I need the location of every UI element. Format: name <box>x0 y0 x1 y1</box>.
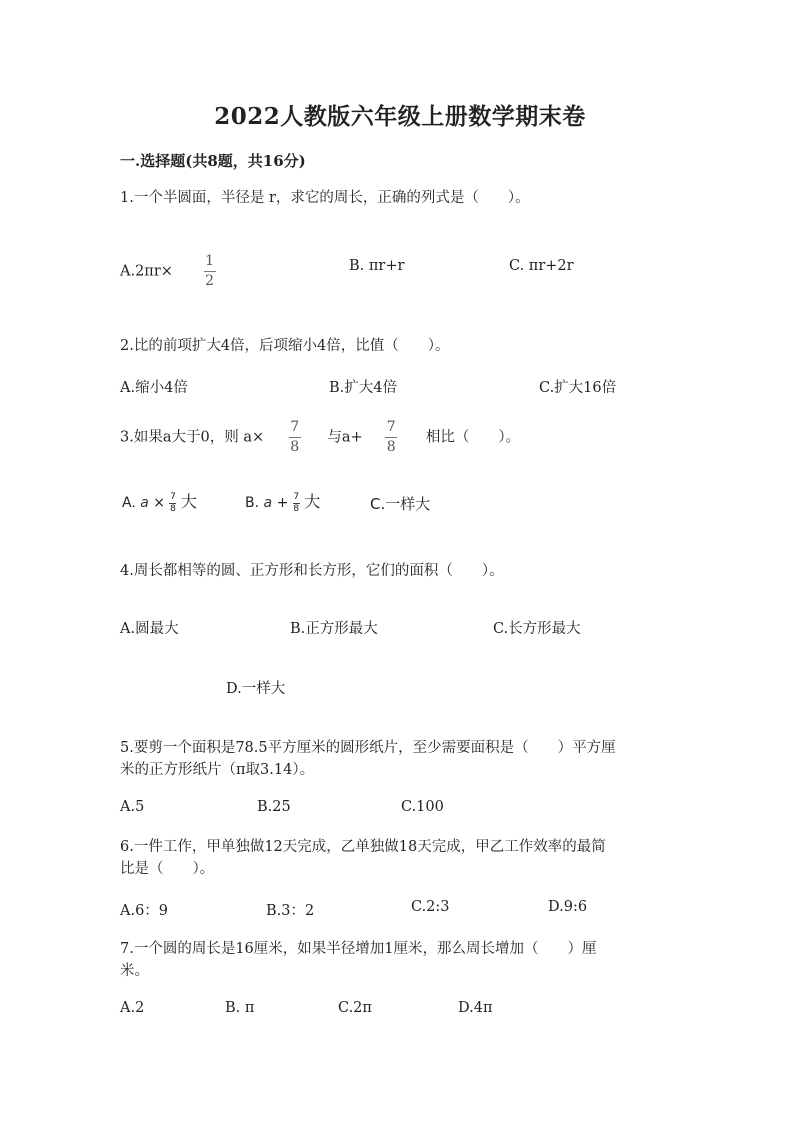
fraction-numerator: 7 <box>386 419 396 435</box>
question-7-line-2: 米。 <box>120 963 149 979</box>
q1-option-a-fraction <box>204 254 216 289</box>
q3-option-b[interactable] <box>245 489 320 514</box>
q3-option-b-operator: + <box>276 495 289 511</box>
fraction-numerator: 7 <box>293 491 300 502</box>
q3-fraction-1 <box>289 420 301 455</box>
question-6-line-2: 比是（ ）。 <box>120 861 215 877</box>
q3-option-a-operator: × <box>153 495 166 511</box>
q3-option-a-variable: a <box>140 495 149 511</box>
q3-fraction-2 <box>385 420 397 455</box>
q3-option-b-label: B. <box>245 495 260 511</box>
question-5-line-2: 米的正方形纸片（π取3.14）。 <box>120 762 315 778</box>
q1-option-a-prefix: A.2πr× <box>120 263 173 280</box>
q3-option-c[interactable]: C.一样大 <box>370 495 431 513</box>
section-heading: 一.选择题(共8题，共16分) <box>120 152 306 170</box>
q2-option-c[interactable]: C.扩大16倍 <box>539 380 617 396</box>
q3-option-a-fraction <box>169 493 176 514</box>
question-2-text: 2.比的前项扩大4倍，后项缩小4倍，比值（ ）。 <box>120 338 450 354</box>
q3-option-a-label: A. <box>122 495 136 511</box>
q1-option-a[interactable] <box>120 254 216 289</box>
fraction-denominator: 8 <box>170 503 176 514</box>
q3-option-b-fraction <box>293 493 300 514</box>
q3-option-a-word: 大 <box>180 492 197 511</box>
fraction-denominator: 8 <box>290 439 300 455</box>
question-5-line-1: 5.要剪一个面积是78.5平方厘米的圆形纸片，至少需要面积是（ ）平方厘 <box>120 740 616 756</box>
q7-option-d[interactable]: D.4π <box>458 1000 493 1016</box>
q7-option-a[interactable]: A.2 <box>120 1000 145 1016</box>
q6-option-b[interactable]: B.3：2 <box>266 903 315 919</box>
fraction-denominator: 2 <box>205 273 214 289</box>
q6-option-a[interactable]: A.6：9 <box>120 903 169 919</box>
q3-option-a[interactable] <box>122 489 197 514</box>
q1-option-c[interactable]: C. πr+2r <box>509 258 574 274</box>
question-3-text <box>120 420 520 455</box>
q4-option-c[interactable]: C.长方形最大 <box>493 621 581 637</box>
q2-option-a[interactable]: A.缩小4倍 <box>120 380 188 396</box>
fraction-numerator: 7 <box>290 419 300 435</box>
q3-text-part2: 与a+ <box>327 429 363 446</box>
question-4-text: 4.周长都相等的圆、正方形和长方形，它们的面积（ ）。 <box>120 563 504 579</box>
page-title: 2022人教版六年级上册数学期末卷 <box>214 103 586 130</box>
q7-option-b[interactable]: B. π <box>225 1000 255 1016</box>
q4-option-b[interactable]: B.正方形最大 <box>290 621 378 637</box>
fraction-numerator: 1 <box>205 253 214 269</box>
q1-option-b[interactable]: B. πr+r <box>349 258 405 274</box>
q3-text-part3: 相比（ ）。 <box>425 429 521 446</box>
q5-option-c[interactable]: C.100 <box>401 799 444 815</box>
fraction-denominator: 8 <box>386 439 396 455</box>
fraction-numerator: 7 <box>170 491 176 502</box>
q5-option-a[interactable]: A.5 <box>120 799 145 815</box>
q7-option-c[interactable]: C.2π <box>338 1000 372 1016</box>
question-7-line-1: 7.一个圆的周长是16厘米，如果半径增加1厘米，那么周长增加（ ）厘 <box>120 941 597 957</box>
fraction-denominator: 8 <box>293 503 300 514</box>
q4-option-a[interactable]: A.圆最大 <box>120 621 179 637</box>
q4-option-d[interactable]: D.一样大 <box>226 681 286 697</box>
question-6-line-1: 6.一件工作，甲单独做12天完成，乙单独做18天完成，甲乙工作效率的最简 <box>120 839 606 855</box>
question-1-text: 1.一个半圆面，半径是 r，求它的周长，正确的列式是（ ）。 <box>120 190 530 206</box>
q3-option-b-word: 大 <box>304 492 321 511</box>
q6-option-d[interactable]: D.9:6 <box>548 899 588 915</box>
q5-option-b[interactable]: B.25 <box>257 799 291 815</box>
q6-option-c[interactable]: C.2:3 <box>411 899 450 915</box>
q3-text-part1: 3.如果a大于0，则 a× <box>120 429 265 446</box>
q3-option-b-variable: a <box>263 495 273 511</box>
q2-option-b[interactable]: B.扩大4倍 <box>329 380 397 396</box>
